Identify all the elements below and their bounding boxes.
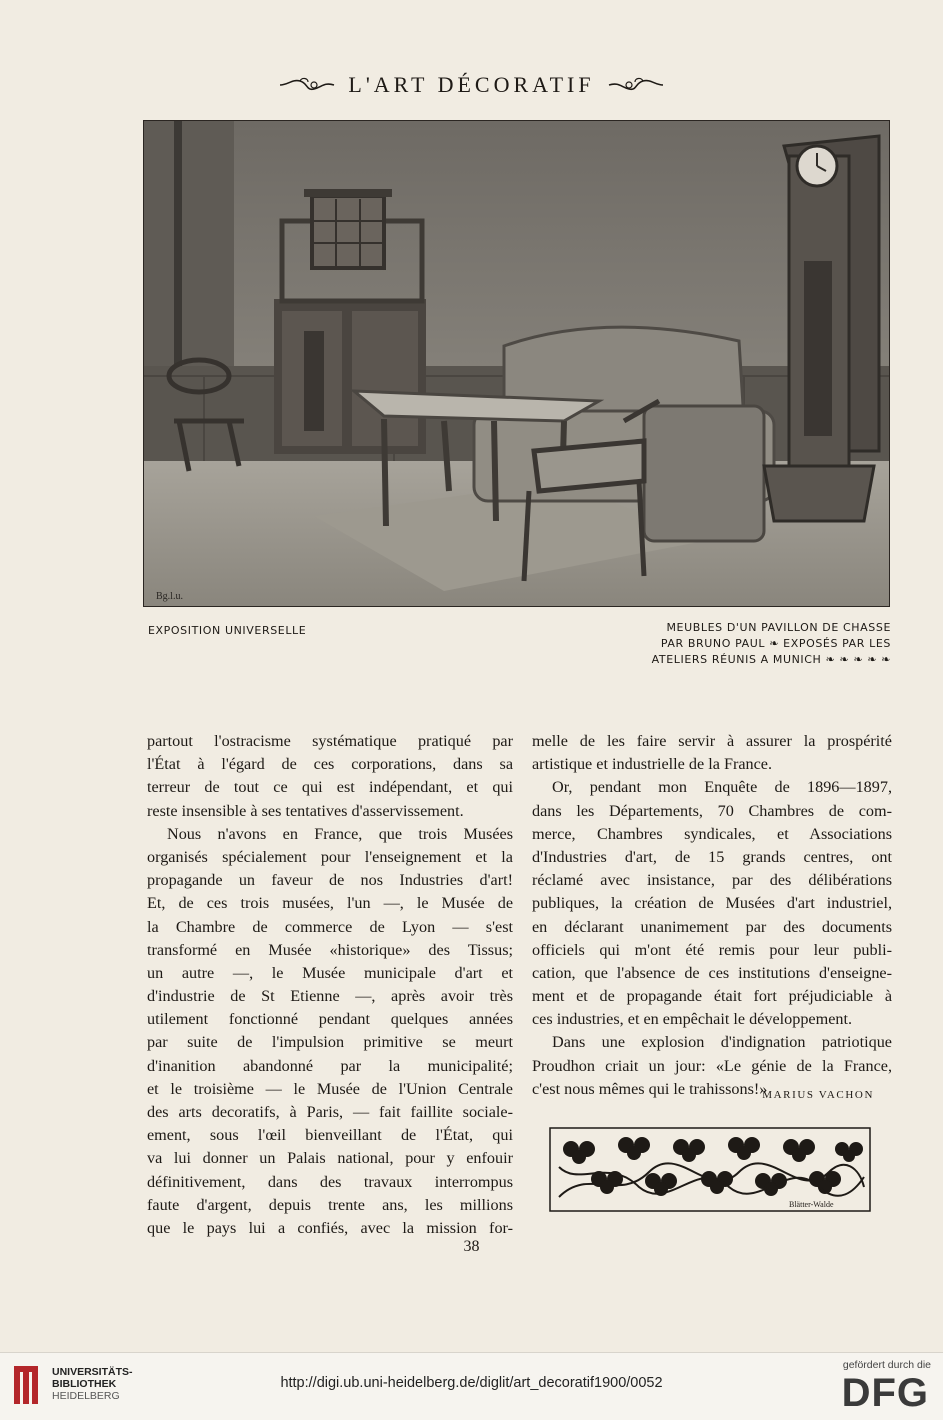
floral-ornament-icon [549, 1127, 871, 1212]
text-column-left [147, 730, 513, 1240]
journal-title: L'ART DÉCORATIF [348, 72, 595, 97]
text-line: ment et de propagande était fort préjudiciable à [532, 987, 892, 1006]
text-line: des arts decoratifs, à Paris, — fait faillite sociale- [147, 1103, 513, 1121]
text-line: merce, Chambres syndicales, et Associations [532, 824, 892, 843]
text-line: partout l'ostracisme systématique pratiqué par [147, 732, 513, 750]
text-line: faute d'argent, depuis trente ans, les millions [147, 1195, 513, 1214]
text-line: que le pays lui a confiés, avec la mission for- [147, 1218, 513, 1237]
permalink-url[interactable]: http://digi.ub.uni-heidelberg.de/diglit/art_decoratif1900/0052 [280, 1375, 663, 1391]
text-line: propagande un faveur de nos Industries d'art! [147, 871, 513, 890]
text-line: en déclarant unanimement par des documents [532, 917, 892, 936]
caption-line: ATELIERS RÉUNIS A MUNICH ❧ ❧ ❧ ❧ ❧ [651, 653, 891, 666]
text-line: va lui donner un Palais national, pour y enfouir [147, 1149, 513, 1168]
text-line: d'inanition abandonné par la municipalité; [147, 1056, 513, 1075]
text-line: Et, de ces trois musées, l'un —, le Musée de [147, 894, 513, 913]
text-line: cation, que l'absence de ces institutions d'enseigne- [532, 963, 892, 982]
text-line: ces industries, et en empêchait le développement. [532, 1010, 853, 1029]
text-column-right [532, 730, 892, 1101]
text-line: un autre —, le Musée municipale d'art et [147, 963, 513, 982]
text-line: Nous n'avons en France, que trois Musées [167, 824, 513, 843]
text-line: par suite de l'impulsion primitive se meurt [147, 1033, 513, 1052]
text-line: réclamé avec insistance, par des délibérations [532, 871, 892, 890]
dfg-logo[interactable]: DFG [841, 1371, 929, 1415]
text-line: officiels qui m'ont été remis pour leur publi- [532, 940, 892, 959]
caption-right [561, 620, 891, 668]
text-line: définitivement, dans des travaux interrompus [147, 1172, 513, 1191]
text-line: terreur de tout ce qui est indépendant, et qui [147, 778, 513, 797]
library-name[interactable]: UNIVERSITÄTS- BIBLIOTHEK HEIDELBERG [52, 1366, 133, 1402]
text-line: utilement fonctionné pendant quelques années [147, 1010, 513, 1029]
running-header [0, 72, 943, 98]
text-line: dans les Départements, 70 Chambres de com- [532, 801, 892, 820]
text-line: reste insensible à ses tentatives d'asservissement. [147, 801, 464, 820]
page-number: 38 [463, 1238, 480, 1255]
text-line: c'est nous mêmes qui le trahissons!» [532, 1079, 768, 1098]
right-flourish-icon [607, 76, 665, 94]
furniture-photograph [143, 120, 890, 607]
text-line: d'industrie de St Etienne —, après avoir très [147, 987, 513, 1006]
text-line: Dans une explosion d'indignation patriotique [552, 1033, 892, 1052]
viewer-footer [0, 1352, 943, 1420]
text-line: organisés spécialement pour l'enseignement et la [147, 847, 513, 866]
text-line: et le troisième — le Musée de l'Union Centrale [147, 1079, 513, 1098]
text-line: l'État à l'égard de ces corporations, dans sa [147, 755, 513, 774]
text-line: d'Industries d'art, de 15 grands centres, ont [532, 847, 892, 866]
text-line: melle de les faire servir à assurer la prospérité [532, 732, 892, 750]
text-line: publiques, la création de Musées d'art industriel, [532, 894, 892, 913]
text-line: Proudhon criait un jour: «Le génie de la France, [532, 1056, 892, 1075]
ornament-signature: Blätter-Walde [789, 1200, 834, 1209]
text-line: artistique et industrielle de la France. [532, 755, 773, 774]
text-line: transformé en Musée «historique» des Tissus; [147, 940, 513, 959]
author-signature: MARIUS VACHON [762, 1089, 874, 1101]
text-line: la Chambre de commerce de Lyon — s'est [147, 917, 513, 936]
text-line: ement, sous l'œil bienveillant de l'État, qui [147, 1126, 513, 1145]
sponsor-label: gefördert durch die [842, 1359, 931, 1371]
photographer-mark: Bg.l.u. [156, 591, 183, 602]
caption-line: MEUBLES D'UN PAVILLON DE CHASSE [666, 621, 891, 634]
caption-left: EXPOSITION UNIVERSELLE [148, 624, 307, 637]
left-flourish-icon [278, 76, 336, 94]
text-line: Or, pendant mon Enquête de 1896—1897, [552, 778, 892, 797]
caption-line: PAR BRUNO PAUL ❧ EXPOSÉS PAR LES [660, 637, 891, 650]
